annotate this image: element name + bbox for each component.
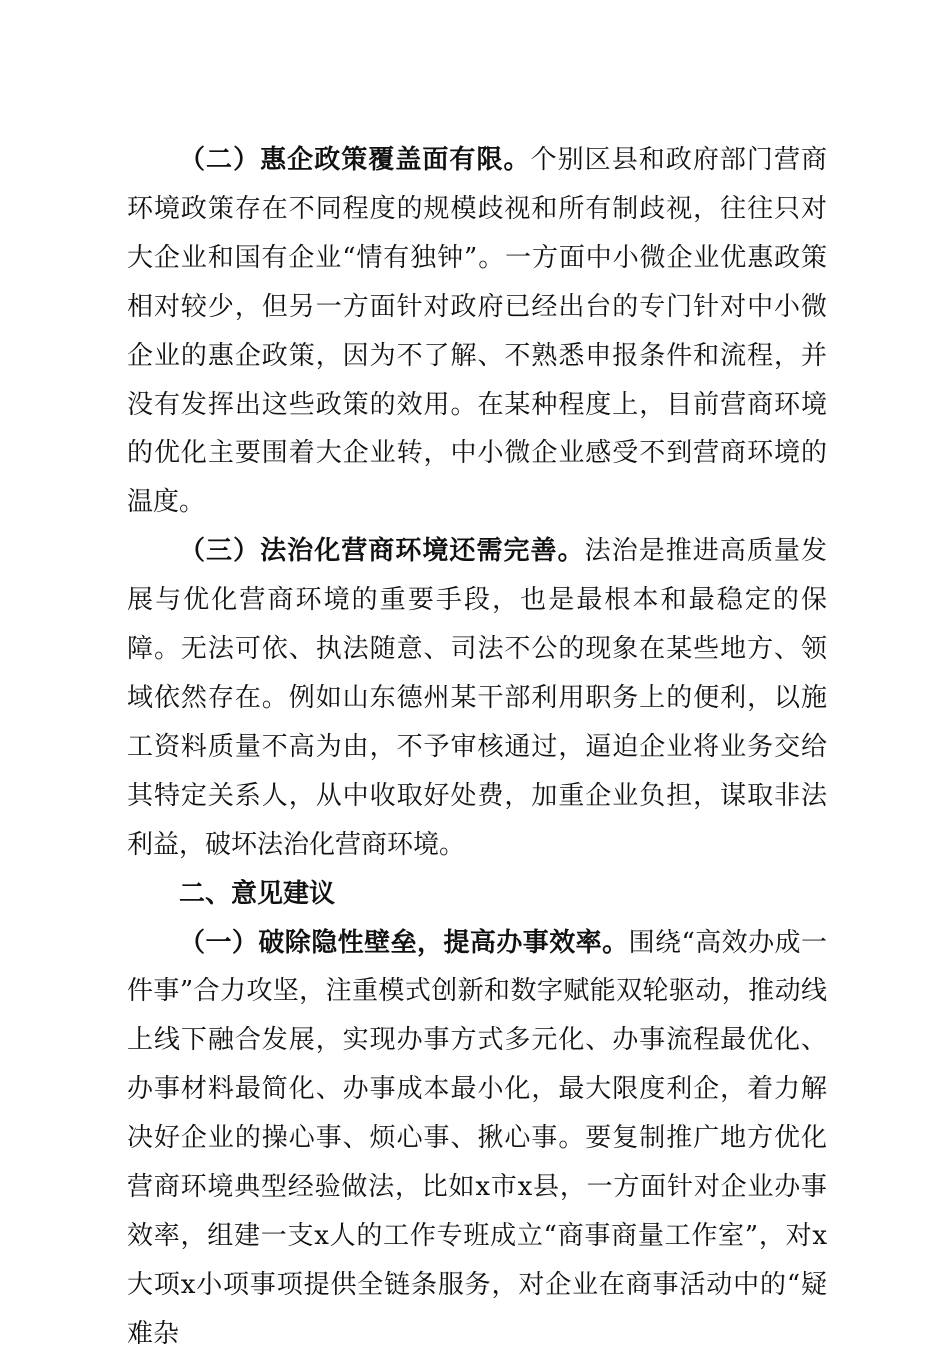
paragraph-text: 法治是推进高质量发展与优化营商环境的重要手段，也是最根本和最稳定的保障。无法可依、执法随意、司法不公的现象在某些地方、领域依然存在。例如山东德州某干部利用职务上的便利，以施工资料质量不高为由，不予审核通过，逼迫企业将业务交给其特定关系人，从中收取好处费，加重企业负担，谋取非法利益，破坏法治化营商环境。: [127, 536, 827, 860]
section-heading: 二、意见建议: [179, 878, 336, 909]
paragraph-remove-barriers: [127, 919, 827, 1359]
document-body: [127, 136, 827, 1359]
paragraph-text: 个别区县和政府部门营商环境政策存在不同程度的规模歧视和所有制歧视，往往只对大企业和国有企业“情有独钟”。一方面中小微企业优惠政策相对较少，但另一方面针对政府已经出台的专门针对中小微企业的惠企政策，因为不了解、不熟悉申报条件和流程，并没有发挥出这些政策的效用。在某种程度上，目前营商环境的优化主要围着大企业转，中小微企业感受不到营商环境的温度。: [127, 145, 827, 518]
paragraph-rule-of-law: [127, 527, 827, 869]
paragraph-text: 围绕“高效办成一件事”合力攻坚，注重模式创新和数字赋能双轮驱动，推动线上线下融合发展，实现办事方式多元化、办事流程最优化、办事材料最简化、办事成本最小化，最大限度利企，着力解决好企业的操心事、烦心事、揪心事。要复制推广地方优化营商环境典型经验做法，比如x市x县，一方面针对企业办事效率，组建一支x人的工作专班成立“商事商量工作室”，对x大项x小项事项提供全链条服务，对企业在商事活动中的“疑难杂: [127, 927, 827, 1349]
paragraph-policy-coverage: [127, 136, 827, 527]
paragraph-lead: （三）法治化营商环境还需完善。: [179, 536, 585, 567]
paragraph-lead: （一）破除隐性壁垒，提高办事效率。: [179, 927, 629, 958]
paragraph-lead: （二）惠企政策覆盖面有限。: [179, 145, 531, 175]
